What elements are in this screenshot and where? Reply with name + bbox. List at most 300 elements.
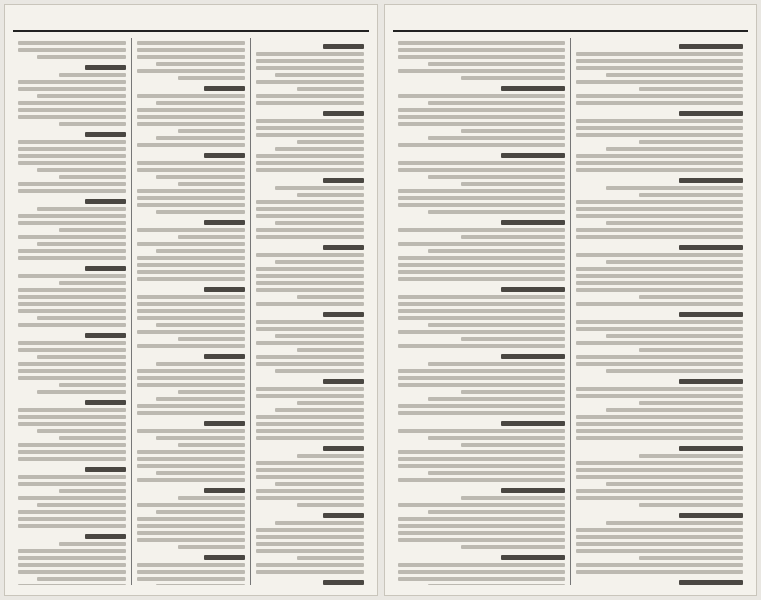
text-line-placeholder xyxy=(398,464,565,468)
text-line-placeholder xyxy=(137,108,245,112)
text-line-placeholder xyxy=(18,182,126,186)
text-line-placeholder xyxy=(59,383,126,387)
text-line-placeholder xyxy=(461,545,565,549)
text-line-placeholder xyxy=(18,570,126,574)
text-line-placeholder xyxy=(256,133,364,137)
text-line-placeholder xyxy=(18,295,126,299)
text-line-placeholder xyxy=(398,161,565,165)
text-line-placeholder xyxy=(398,242,565,246)
text-line-placeholder xyxy=(256,161,364,165)
text-line-placeholder xyxy=(576,214,743,218)
text-line-placeholder xyxy=(137,69,245,73)
text-line-placeholder xyxy=(256,563,364,567)
text-line-placeholder xyxy=(85,132,126,137)
text-line-placeholder xyxy=(137,503,245,507)
text-line-placeholder xyxy=(576,168,743,172)
text-line-placeholder xyxy=(137,242,245,246)
text-line-placeholder xyxy=(178,337,245,341)
text-line-placeholder xyxy=(576,542,743,546)
text-line-placeholder xyxy=(178,496,245,500)
text-line-placeholder xyxy=(679,111,743,116)
text-line-placeholder xyxy=(18,274,126,278)
text-line-placeholder xyxy=(256,549,364,553)
text-line-placeholder xyxy=(137,478,245,482)
text-line-placeholder xyxy=(18,457,126,461)
text-line-placeholder xyxy=(256,394,364,398)
text-line-placeholder xyxy=(461,337,565,341)
text-line-placeholder xyxy=(256,59,364,63)
text-line-placeholder xyxy=(639,193,743,197)
text-line-placeholder xyxy=(137,344,245,348)
text-line-placeholder xyxy=(256,570,364,574)
text-line-placeholder xyxy=(398,429,565,433)
text-line-placeholder xyxy=(501,220,565,225)
text-line-placeholder xyxy=(256,387,364,391)
text-line-placeholder xyxy=(137,203,245,207)
text-column xyxy=(393,38,570,585)
text-line-placeholder xyxy=(18,323,126,327)
text-line-placeholder xyxy=(18,302,126,306)
text-line-placeholder xyxy=(398,404,565,408)
text-line-placeholder xyxy=(606,482,743,486)
page-header xyxy=(13,13,369,32)
text-column xyxy=(13,38,131,585)
text-line-placeholder xyxy=(256,274,364,278)
text-line-placeholder xyxy=(639,401,743,405)
text-line-placeholder xyxy=(137,228,245,232)
text-line-placeholder xyxy=(275,369,363,373)
text-line-placeholder xyxy=(137,369,245,373)
text-line-placeholder xyxy=(576,327,743,331)
text-line-placeholder xyxy=(323,379,364,384)
text-line-placeholder xyxy=(137,122,245,126)
text-line-placeholder xyxy=(137,330,245,334)
text-line-placeholder xyxy=(256,355,364,359)
text-line-placeholder xyxy=(85,534,126,539)
text-line-placeholder xyxy=(398,538,565,542)
text-line-placeholder xyxy=(576,66,743,70)
text-line-placeholder xyxy=(428,323,565,327)
text-line-placeholder xyxy=(18,510,126,514)
text-line-placeholder xyxy=(18,415,126,419)
text-line-placeholder xyxy=(398,115,565,119)
text-line-placeholder xyxy=(137,570,245,574)
text-line-placeholder xyxy=(18,161,126,165)
text-line-placeholder xyxy=(256,235,364,239)
text-line-placeholder xyxy=(275,186,363,190)
text-line-placeholder xyxy=(137,464,245,468)
text-line-placeholder xyxy=(576,235,743,239)
text-line-placeholder xyxy=(428,101,565,105)
text-line-placeholder xyxy=(18,475,126,479)
text-line-placeholder xyxy=(178,129,245,133)
text-line-placeholder xyxy=(256,253,364,257)
text-line-placeholder xyxy=(679,44,743,49)
text-line-placeholder xyxy=(606,521,743,525)
text-line-placeholder xyxy=(256,535,364,539)
text-line-placeholder xyxy=(256,52,364,56)
text-line-placeholder xyxy=(59,542,126,546)
text-line-placeholder xyxy=(18,101,126,105)
text-line-placeholder xyxy=(18,517,126,521)
text-line-placeholder xyxy=(576,468,743,472)
text-line-placeholder xyxy=(256,281,364,285)
text-line-placeholder xyxy=(137,316,245,320)
text-line-placeholder xyxy=(576,253,743,257)
text-line-placeholder xyxy=(256,94,364,98)
text-line-placeholder xyxy=(256,436,364,440)
text-line-placeholder xyxy=(576,570,743,574)
text-line-placeholder xyxy=(18,288,126,292)
text-line-placeholder xyxy=(256,415,364,419)
text-line-placeholder xyxy=(178,545,245,549)
text-line-placeholder xyxy=(679,245,743,250)
text-line-placeholder xyxy=(398,478,565,482)
text-line-placeholder xyxy=(256,429,364,433)
text-line-placeholder xyxy=(156,62,244,66)
text-column xyxy=(250,38,369,585)
text-line-placeholder xyxy=(501,287,565,292)
text-line-placeholder xyxy=(256,119,364,123)
text-line-placeholder xyxy=(18,108,126,112)
text-line-placeholder xyxy=(576,429,743,433)
text-line-placeholder xyxy=(37,577,125,581)
text-line-placeholder xyxy=(398,577,565,581)
text-line-placeholder xyxy=(275,147,363,151)
text-line-placeholder xyxy=(204,220,245,225)
text-line-placeholder xyxy=(297,193,364,197)
text-line-placeholder xyxy=(606,260,743,264)
text-line-placeholder xyxy=(18,482,126,486)
text-line-placeholder xyxy=(461,76,565,80)
text-line-placeholder xyxy=(137,429,245,433)
text-line-placeholder xyxy=(297,295,364,299)
text-line-placeholder xyxy=(679,446,743,451)
text-line-placeholder xyxy=(59,122,126,126)
text-line-placeholder xyxy=(576,415,743,419)
text-line-placeholder xyxy=(18,41,126,45)
text-line-placeholder xyxy=(679,513,743,518)
text-line-placeholder xyxy=(256,66,364,70)
text-line-placeholder xyxy=(178,235,245,239)
text-line-placeholder xyxy=(501,354,565,359)
text-line-placeholder xyxy=(256,200,364,204)
text-line-placeholder xyxy=(275,73,363,77)
text-line-placeholder xyxy=(18,422,126,426)
text-line-placeholder xyxy=(204,287,245,292)
text-line-placeholder xyxy=(137,41,245,45)
text-line-placeholder xyxy=(59,436,126,440)
text-line-placeholder xyxy=(18,154,126,158)
text-line-placeholder xyxy=(178,443,245,447)
text-line-placeholder xyxy=(18,450,126,454)
text-line-placeholder xyxy=(37,55,125,59)
text-line-placeholder xyxy=(576,302,743,306)
text-line-placeholder xyxy=(256,207,364,211)
text-line-placeholder xyxy=(178,390,245,394)
text-line-placeholder xyxy=(576,535,743,539)
text-line-placeholder xyxy=(37,429,125,433)
text-line-placeholder xyxy=(156,175,244,179)
text-line-placeholder xyxy=(137,143,245,147)
text-column xyxy=(131,38,250,585)
text-line-placeholder xyxy=(18,341,126,345)
text-line-placeholder xyxy=(256,288,364,292)
text-line-placeholder xyxy=(137,168,245,172)
text-line-placeholder xyxy=(323,446,364,451)
text-line-placeholder xyxy=(18,362,126,366)
text-line-placeholder xyxy=(398,108,565,112)
text-line-placeholder xyxy=(37,207,125,211)
text-line-placeholder xyxy=(256,214,364,218)
text-line-placeholder xyxy=(576,341,743,345)
text-line-placeholder xyxy=(576,126,743,130)
text-line-placeholder xyxy=(398,55,565,59)
text-line-placeholder xyxy=(204,86,245,91)
text-line-placeholder xyxy=(256,168,364,172)
text-line-placeholder xyxy=(576,394,743,398)
text-line-placeholder xyxy=(37,316,125,320)
text-line-placeholder xyxy=(137,270,245,274)
text-line-placeholder xyxy=(606,186,743,190)
text-line-placeholder xyxy=(461,235,565,239)
text-line-placeholder xyxy=(256,80,364,84)
text-line-placeholder xyxy=(18,376,126,380)
text-line-placeholder xyxy=(398,563,565,567)
text-line-placeholder xyxy=(428,210,565,214)
text-line-placeholder xyxy=(18,221,126,225)
text-line-placeholder xyxy=(137,531,245,535)
text-line-placeholder xyxy=(256,101,364,105)
text-line-placeholder xyxy=(18,556,126,560)
text-line-placeholder xyxy=(156,210,244,214)
text-line-placeholder xyxy=(204,555,245,560)
text-line-placeholder xyxy=(398,450,565,454)
text-line-placeholder xyxy=(428,436,565,440)
text-line-placeholder xyxy=(398,330,565,334)
text-line-placeholder xyxy=(461,496,565,500)
text-line-placeholder xyxy=(18,369,126,373)
text-line-placeholder xyxy=(297,454,364,458)
text-line-placeholder xyxy=(256,327,364,331)
text-line-placeholder xyxy=(275,334,363,338)
text-line-placeholder xyxy=(428,136,565,140)
text-line-placeholder xyxy=(18,549,126,553)
text-line-placeholder xyxy=(85,400,126,405)
text-line-placeholder xyxy=(256,475,364,479)
text-line-placeholder xyxy=(576,59,743,63)
text-line-placeholder xyxy=(137,161,245,165)
text-line-placeholder xyxy=(576,52,743,56)
text-line-placeholder xyxy=(137,376,245,380)
text-line-placeholder xyxy=(85,65,126,70)
text-line-placeholder xyxy=(156,136,244,140)
text-line-placeholder xyxy=(137,538,245,542)
text-line-placeholder xyxy=(398,376,565,380)
text-line-placeholder xyxy=(256,461,364,465)
text-line-placeholder xyxy=(576,119,743,123)
text-line-placeholder xyxy=(639,87,743,91)
text-line-placeholder xyxy=(398,263,565,267)
text-line-placeholder xyxy=(137,189,245,193)
text-line-placeholder xyxy=(137,563,245,567)
text-line-placeholder xyxy=(137,383,245,387)
page-header xyxy=(393,13,749,32)
text-line-placeholder xyxy=(501,153,565,158)
text-line-placeholder xyxy=(37,168,125,172)
text-line-placeholder xyxy=(398,203,565,207)
text-line-placeholder xyxy=(576,475,743,479)
text-line-placeholder xyxy=(398,503,565,507)
text-line-placeholder xyxy=(18,443,126,447)
text-line-placeholder xyxy=(137,115,245,119)
text-line-placeholder xyxy=(398,517,565,521)
text-line-placeholder xyxy=(679,178,743,183)
text-line-placeholder xyxy=(137,524,245,528)
text-line-placeholder xyxy=(639,454,743,458)
text-line-placeholder xyxy=(398,69,565,73)
text-line-placeholder xyxy=(137,404,245,408)
text-line-placeholder xyxy=(501,488,565,493)
text-column xyxy=(570,38,748,585)
text-line-placeholder xyxy=(256,496,364,500)
text-line-placeholder xyxy=(576,549,743,553)
text-line-placeholder xyxy=(59,73,126,77)
text-line-placeholder xyxy=(37,242,125,246)
text-line-placeholder xyxy=(297,401,364,405)
text-line-placeholder xyxy=(137,277,245,281)
text-line-placeholder xyxy=(137,256,245,260)
text-line-placeholder xyxy=(275,521,363,525)
text-line-placeholder xyxy=(398,196,565,200)
text-line-placeholder xyxy=(461,390,565,394)
text-line-placeholder xyxy=(398,302,565,306)
text-line-placeholder xyxy=(606,221,743,225)
text-line-placeholder xyxy=(639,556,743,560)
text-line-placeholder xyxy=(606,369,743,373)
text-line-placeholder xyxy=(18,256,126,260)
text-line-placeholder xyxy=(256,228,364,232)
text-line-placeholder xyxy=(576,228,743,232)
text-line-placeholder xyxy=(156,101,244,105)
text-line-placeholder xyxy=(398,344,565,348)
text-line-placeholder xyxy=(323,178,364,183)
right-page xyxy=(384,4,758,596)
text-line-placeholder xyxy=(501,421,565,426)
text-line-placeholder xyxy=(501,555,565,560)
text-line-placeholder xyxy=(137,55,245,59)
text-line-placeholder xyxy=(576,528,743,532)
text-line-placeholder xyxy=(428,62,565,66)
text-line-placeholder xyxy=(323,312,364,317)
text-line-placeholder xyxy=(178,182,245,186)
text-line-placeholder xyxy=(428,175,565,179)
text-line-placeholder xyxy=(323,44,364,49)
text-line-placeholder xyxy=(398,189,565,193)
text-line-placeholder xyxy=(59,228,126,232)
text-line-placeholder xyxy=(398,270,565,274)
text-line-placeholder xyxy=(576,281,743,285)
text-line-placeholder xyxy=(18,115,126,119)
text-columns xyxy=(13,38,369,585)
text-line-placeholder xyxy=(18,235,126,239)
text-line-placeholder xyxy=(275,221,363,225)
text-line-placeholder xyxy=(37,94,125,98)
text-line-placeholder xyxy=(137,411,245,415)
text-line-placeholder xyxy=(59,281,126,285)
text-columns xyxy=(393,38,749,585)
text-line-placeholder xyxy=(85,199,126,204)
text-line-placeholder xyxy=(398,295,565,299)
text-line-placeholder xyxy=(398,457,565,461)
text-line-placeholder xyxy=(256,528,364,532)
text-line-placeholder xyxy=(137,450,245,454)
text-line-placeholder xyxy=(576,422,743,426)
text-line-placeholder xyxy=(204,354,245,359)
text-line-placeholder xyxy=(323,245,364,250)
text-line-placeholder xyxy=(501,86,565,91)
text-line-placeholder xyxy=(137,295,245,299)
text-line-placeholder xyxy=(137,263,245,267)
text-line-placeholder xyxy=(156,436,244,440)
text-line-placeholder xyxy=(18,189,126,193)
text-line-placeholder xyxy=(606,408,743,412)
text-line-placeholder xyxy=(428,471,565,475)
text-line-placeholder xyxy=(18,408,126,412)
text-line-placeholder xyxy=(85,467,126,472)
text-line-placeholder xyxy=(178,76,245,80)
text-line-placeholder xyxy=(59,489,126,493)
text-line-placeholder xyxy=(461,129,565,133)
text-line-placeholder xyxy=(137,94,245,98)
text-line-placeholder xyxy=(576,288,743,292)
text-line-placeholder xyxy=(18,563,126,567)
text-line-placeholder xyxy=(18,496,126,500)
text-line-placeholder xyxy=(398,383,565,387)
text-line-placeholder xyxy=(156,323,244,327)
text-line-placeholder xyxy=(297,503,364,507)
text-line-placeholder xyxy=(323,513,364,518)
left-page xyxy=(4,4,378,596)
text-line-placeholder xyxy=(18,524,126,528)
text-line-placeholder xyxy=(137,517,245,521)
text-line-placeholder xyxy=(398,168,565,172)
text-line-placeholder xyxy=(576,563,743,567)
text-line-placeholder xyxy=(639,503,743,507)
text-line-placeholder xyxy=(428,510,565,514)
text-line-placeholder xyxy=(275,408,363,412)
text-line-placeholder xyxy=(576,320,743,324)
text-line-placeholder xyxy=(398,570,565,574)
text-line-placeholder xyxy=(461,443,565,447)
text-line-placeholder xyxy=(85,333,126,338)
text-line-placeholder xyxy=(576,200,743,204)
text-line-placeholder xyxy=(59,175,126,179)
text-line-placeholder xyxy=(398,369,565,373)
text-line-placeholder xyxy=(398,228,565,232)
text-line-placeholder xyxy=(576,436,743,440)
text-line-placeholder xyxy=(37,355,125,359)
text-line-placeholder xyxy=(18,249,126,253)
text-line-placeholder xyxy=(679,312,743,317)
text-line-placeholder xyxy=(639,140,743,144)
text-line-placeholder xyxy=(398,122,565,126)
text-line-placeholder xyxy=(398,277,565,281)
text-line-placeholder xyxy=(576,80,743,84)
text-line-placeholder xyxy=(576,355,743,359)
text-line-placeholder xyxy=(576,461,743,465)
text-line-placeholder xyxy=(156,397,244,401)
